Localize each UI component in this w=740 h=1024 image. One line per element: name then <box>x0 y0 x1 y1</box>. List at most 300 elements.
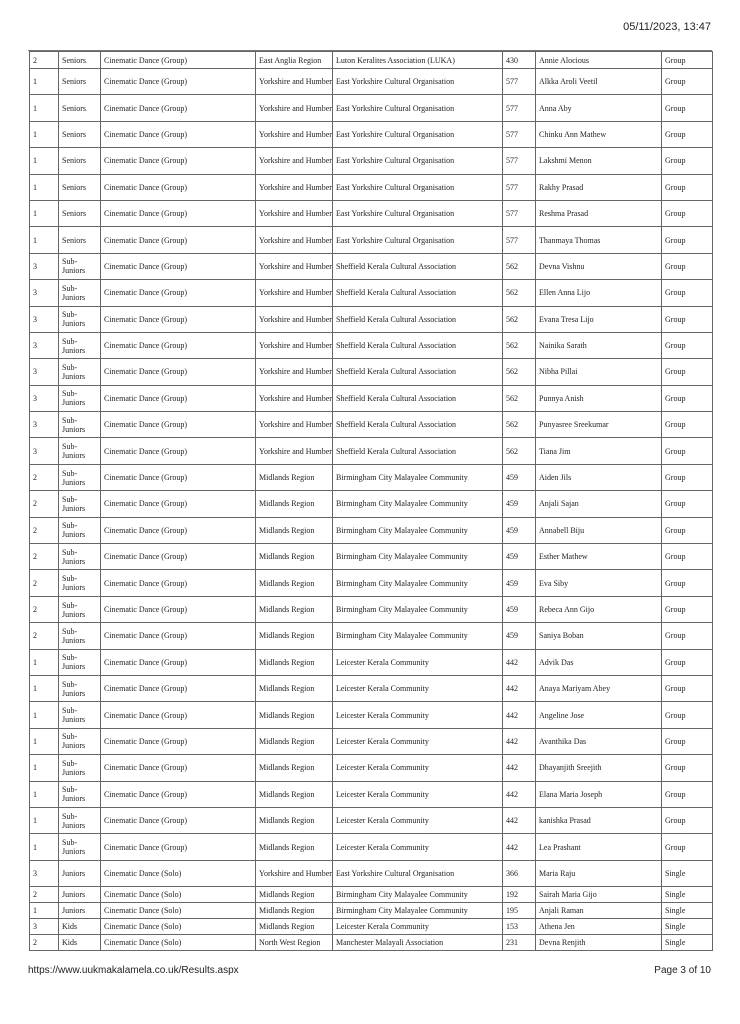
position-cell: 3 <box>30 306 59 332</box>
region-cell: Yorkshire and Humber <box>256 860 333 886</box>
table-row <box>30 860 713 886</box>
association-cell: Leicester Kerala Community <box>333 781 503 807</box>
age-group-cell: Sub-Juniors <box>59 280 101 306</box>
position-cell: 1 <box>30 728 59 754</box>
age-group-cell: Sub-Juniors <box>59 649 101 675</box>
region-cell: East Anglia Region <box>256 52 333 69</box>
age-group-cell: Seniors <box>59 69 101 95</box>
print-datetime: 05/11/2023, 13:47 <box>623 21 711 33</box>
association-cell: Sheffield Kerala Cultural Association <box>333 306 503 332</box>
chest-number-cell: 577 <box>503 227 536 253</box>
item-cell: Cinematic Dance (Group) <box>101 491 256 517</box>
participant-name-cell: Devna Vishnu <box>536 253 662 279</box>
association-cell: East Yorkshire Cultural Organisation <box>333 174 503 200</box>
region-cell: Midlands Region <box>256 649 333 675</box>
region-cell: Yorkshire and Humber <box>256 306 333 332</box>
participant-name-cell: Punnya Anish <box>536 385 662 411</box>
chest-number-cell: 562 <box>503 385 536 411</box>
age-group-cell: Seniors <box>59 174 101 200</box>
entry-type-cell: Group <box>662 69 713 95</box>
table-row <box>30 887 713 903</box>
participant-name-cell: Annie Alocious <box>536 52 662 69</box>
region-cell: Midlands Region <box>256 464 333 490</box>
participant-name-cell: Elana Maria Joseph <box>536 781 662 807</box>
association-cell: Leicester Kerala Community <box>333 649 503 675</box>
entry-type-cell: Group <box>662 755 713 781</box>
position-cell: 2 <box>30 491 59 517</box>
item-cell: Cinematic Dance (Solo) <box>101 935 256 951</box>
position-cell: 1 <box>30 675 59 701</box>
item-cell: Cinematic Dance (Group) <box>101 517 256 543</box>
chest-number-cell: 577 <box>503 148 536 174</box>
table-row <box>30 781 713 807</box>
chest-number-cell: 442 <box>503 834 536 860</box>
table-row <box>30 517 713 543</box>
entry-type-cell: Single <box>662 935 713 951</box>
participant-name-cell: Anna Aby <box>536 95 662 121</box>
chest-number-cell: 195 <box>503 903 536 919</box>
entry-type-cell: Group <box>662 649 713 675</box>
region-cell: Yorkshire and Humber <box>256 227 333 253</box>
item-cell: Cinematic Dance (Group) <box>101 781 256 807</box>
table-row <box>30 903 713 919</box>
table-row <box>30 623 713 649</box>
region-cell: Yorkshire and Humber <box>256 280 333 306</box>
region-cell: Yorkshire and Humber <box>256 174 333 200</box>
region-cell: North West Region <box>256 935 333 951</box>
participant-name-cell: Lakshmi Menon <box>536 148 662 174</box>
participant-name-cell: Saniya Boban <box>536 623 662 649</box>
participant-name-cell: Angeline Jose <box>536 702 662 728</box>
participant-name-cell: Aiden Jils <box>536 464 662 490</box>
association-cell: East Yorkshire Cultural Organisation <box>333 148 503 174</box>
age-group-cell: Sub-Juniors <box>59 544 101 570</box>
participant-name-cell: Devna Renjith <box>536 935 662 951</box>
chest-number-cell: 231 <box>503 935 536 951</box>
table-row <box>30 491 713 517</box>
association-cell: Birmingham City Malayalee Community <box>333 887 503 903</box>
item-cell: Cinematic Dance (Group) <box>101 702 256 728</box>
chest-number-cell: 430 <box>503 52 536 69</box>
association-cell: Sheffield Kerala Cultural Association <box>333 332 503 358</box>
participant-name-cell: Lea Prashant <box>536 834 662 860</box>
table-row <box>30 649 713 675</box>
age-group-cell: Kids <box>59 935 101 951</box>
table-row <box>30 464 713 490</box>
table-row <box>30 280 713 306</box>
position-cell: 1 <box>30 903 59 919</box>
participant-name-cell: Nibha Pillai <box>536 359 662 385</box>
item-cell: Cinematic Dance (Group) <box>101 253 256 279</box>
chest-number-cell: 562 <box>503 253 536 279</box>
table-row <box>30 570 713 596</box>
item-cell: Cinematic Dance (Group) <box>101 280 256 306</box>
region-cell: Midlands Region <box>256 903 333 919</box>
participant-name-cell: Tiana Jim <box>536 438 662 464</box>
chest-number-cell: 577 <box>503 69 536 95</box>
entry-type-cell: Group <box>662 280 713 306</box>
age-group-cell: Juniors <box>59 860 101 886</box>
region-cell: Midlands Region <box>256 596 333 622</box>
footer-url: https://www.uukmakalamela.co.uk/Results.aspx <box>28 965 239 976</box>
association-cell: Sheffield Kerala Cultural Association <box>333 280 503 306</box>
item-cell: Cinematic Dance (Group) <box>101 69 256 95</box>
entry-type-cell: Group <box>662 95 713 121</box>
association-cell: Sheffield Kerala Cultural Association <box>333 253 503 279</box>
item-cell: Cinematic Dance (Group) <box>101 95 256 121</box>
entry-type-cell: Group <box>662 517 713 543</box>
item-cell: Cinematic Dance (Group) <box>101 649 256 675</box>
chest-number-cell: 562 <box>503 280 536 306</box>
region-cell: Yorkshire and Humber <box>256 332 333 358</box>
entry-type-cell: Group <box>662 148 713 174</box>
age-group-cell: Seniors <box>59 95 101 121</box>
region-cell: Yorkshire and Humber <box>256 200 333 226</box>
entry-type-cell: Group <box>662 464 713 490</box>
association-cell: Birmingham City Malayalee Community <box>333 544 503 570</box>
age-group-cell: Sub-Juniors <box>59 834 101 860</box>
participant-name-cell: Annabell Biju <box>536 517 662 543</box>
association-cell: Leicester Kerala Community <box>333 755 503 781</box>
participant-name-cell: Anjali Raman <box>536 903 662 919</box>
association-cell: Birmingham City Malayalee Community <box>333 623 503 649</box>
association-cell: East Yorkshire Cultural Organisation <box>333 95 503 121</box>
region-cell: Midlands Region <box>256 834 333 860</box>
region-cell: Yorkshire and Humber <box>256 438 333 464</box>
region-cell: Midlands Region <box>256 544 333 570</box>
item-cell: Cinematic Dance (Group) <box>101 306 256 332</box>
age-group-cell: Seniors <box>59 148 101 174</box>
region-cell: Yorkshire and Humber <box>256 69 333 95</box>
region-cell: Midlands Region <box>256 675 333 701</box>
region-cell: Yorkshire and Humber <box>256 121 333 147</box>
position-cell: 1 <box>30 227 59 253</box>
association-cell: Manchester Malayali Association <box>333 935 503 951</box>
entry-type-cell: Group <box>662 121 713 147</box>
participant-name-cell: Nainika Sarath <box>536 332 662 358</box>
participant-name-cell: Eva Siby <box>536 570 662 596</box>
age-group-cell: Sub-Juniors <box>59 702 101 728</box>
age-group-cell: Sub-Juniors <box>59 781 101 807</box>
table-row <box>30 332 713 358</box>
participant-name-cell: Punyasree Sreekumar <box>536 412 662 438</box>
position-cell: 3 <box>30 359 59 385</box>
age-group-cell: Sub-Juniors <box>59 359 101 385</box>
item-cell: Cinematic Dance (Group) <box>101 148 256 174</box>
position-cell: 1 <box>30 174 59 200</box>
position-cell: 3 <box>30 919 59 935</box>
entry-type-cell: Single <box>662 903 713 919</box>
table-row <box>30 544 713 570</box>
table-row <box>30 675 713 701</box>
region-cell: Midlands Region <box>256 702 333 728</box>
region-cell: Yorkshire and Humber <box>256 148 333 174</box>
table-row <box>30 121 713 147</box>
item-cell: Cinematic Dance (Group) <box>101 728 256 754</box>
position-cell: 2 <box>30 517 59 543</box>
position-cell: 1 <box>30 834 59 860</box>
item-cell: Cinematic Dance (Group) <box>101 332 256 358</box>
table-row <box>30 807 713 833</box>
age-group-cell: Sub-Juniors <box>59 728 101 754</box>
participant-name-cell: Alkka Aroli Veetil <box>536 69 662 95</box>
region-cell: Yorkshire and Humber <box>256 359 333 385</box>
age-group-cell: Seniors <box>59 121 101 147</box>
table-row <box>30 385 713 411</box>
region-cell: Yorkshire and Humber <box>256 253 333 279</box>
entry-type-cell: Group <box>662 702 713 728</box>
item-cell: Cinematic Dance (Group) <box>101 464 256 490</box>
age-group-cell: Sub-Juniors <box>59 517 101 543</box>
participant-name-cell: Ellen Anna Lijo <box>536 280 662 306</box>
chest-number-cell: 459 <box>503 596 536 622</box>
region-cell: Midlands Region <box>256 755 333 781</box>
item-cell: Cinematic Dance (Group) <box>101 52 256 69</box>
participant-name-cell: Rebeca Ann Gijo <box>536 596 662 622</box>
position-cell: 1 <box>30 121 59 147</box>
chest-number-cell: 577 <box>503 200 536 226</box>
chest-number-cell: 442 <box>503 702 536 728</box>
table-row <box>30 200 713 226</box>
table-row <box>30 148 713 174</box>
region-cell: Midlands Region <box>256 570 333 596</box>
chest-number-cell: 442 <box>503 728 536 754</box>
entry-type-cell: Group <box>662 544 713 570</box>
item-cell: Cinematic Dance (Solo) <box>101 860 256 886</box>
chest-number-cell: 459 <box>503 570 536 596</box>
age-group-cell: Seniors <box>59 200 101 226</box>
position-cell: 2 <box>30 623 59 649</box>
participant-name-cell: Thanmaya Thomas <box>536 227 662 253</box>
association-cell: Leicester Kerala Community <box>333 919 503 935</box>
age-group-cell: Kids <box>59 919 101 935</box>
entry-type-cell: Group <box>662 623 713 649</box>
region-cell: Midlands Region <box>256 919 333 935</box>
association-cell: East Yorkshire Cultural Organisation <box>333 860 503 886</box>
position-cell: 3 <box>30 253 59 279</box>
chest-number-cell: 562 <box>503 306 536 332</box>
entry-type-cell: Group <box>662 359 713 385</box>
region-cell: Midlands Region <box>256 517 333 543</box>
association-cell: East Yorkshire Cultural Organisation <box>333 227 503 253</box>
region-cell: Midlands Region <box>256 491 333 517</box>
chest-number-cell: 562 <box>503 412 536 438</box>
region-cell: Midlands Region <box>256 781 333 807</box>
region-cell: Midlands Region <box>256 807 333 833</box>
table-row <box>30 306 713 332</box>
item-cell: Cinematic Dance (Group) <box>101 570 256 596</box>
entry-type-cell: Group <box>662 253 713 279</box>
age-group-cell: Sub-Juniors <box>59 253 101 279</box>
table-row <box>30 596 713 622</box>
item-cell: Cinematic Dance (Group) <box>101 227 256 253</box>
region-cell: Yorkshire and Humber <box>256 385 333 411</box>
item-cell: Cinematic Dance (Group) <box>101 438 256 464</box>
position-cell: 3 <box>30 412 59 438</box>
item-cell: Cinematic Dance (Group) <box>101 385 256 411</box>
table-row <box>30 702 713 728</box>
association-cell: Birmingham City Malayalee Community <box>333 903 503 919</box>
age-group-cell: Juniors <box>59 887 101 903</box>
chest-number-cell: 459 <box>503 491 536 517</box>
entry-type-cell: Single <box>662 887 713 903</box>
participant-name-cell: Esther Mathew <box>536 544 662 570</box>
chest-number-cell: 577 <box>503 121 536 147</box>
chest-number-cell: 442 <box>503 781 536 807</box>
entry-type-cell: Group <box>662 491 713 517</box>
position-cell: 1 <box>30 649 59 675</box>
entry-type-cell: Group <box>662 306 713 332</box>
position-cell: 1 <box>30 702 59 728</box>
region-cell: Midlands Region <box>256 623 333 649</box>
results-table-body <box>30 52 713 951</box>
participant-name-cell: Advik Das <box>536 649 662 675</box>
chest-number-cell: 562 <box>503 438 536 464</box>
chest-number-cell: 442 <box>503 755 536 781</box>
position-cell: 3 <box>30 332 59 358</box>
position-cell: 3 <box>30 860 59 886</box>
age-group-cell: Sub-Juniors <box>59 385 101 411</box>
participant-name-cell: Evana Tresa Lijo <box>536 306 662 332</box>
region-cell: Yorkshire and Humber <box>256 412 333 438</box>
entry-type-cell: Group <box>662 570 713 596</box>
association-cell: Sheffield Kerala Cultural Association <box>333 359 503 385</box>
age-group-cell: Sub-Juniors <box>59 464 101 490</box>
association-cell: Leicester Kerala Community <box>333 675 503 701</box>
age-group-cell: Sub-Juniors <box>59 306 101 332</box>
entry-type-cell: Group <box>662 781 713 807</box>
item-cell: Cinematic Dance (Solo) <box>101 919 256 935</box>
chest-number-cell: 459 <box>503 623 536 649</box>
position-cell: 2 <box>30 596 59 622</box>
entry-type-cell: Single <box>662 919 713 935</box>
position-cell: 1 <box>30 781 59 807</box>
participant-name-cell: Dhayanjith Sreejith <box>536 755 662 781</box>
item-cell: Cinematic Dance (Group) <box>101 807 256 833</box>
table-row <box>30 728 713 754</box>
item-cell: Cinematic Dance (Solo) <box>101 887 256 903</box>
entry-type-cell: Group <box>662 227 713 253</box>
chest-number-cell: 192 <box>503 887 536 903</box>
participant-name-cell: Reshma Prasad <box>536 200 662 226</box>
association-cell: Leicester Kerala Community <box>333 702 503 728</box>
association-cell: Birmingham City Malayalee Community <box>333 464 503 490</box>
item-cell: Cinematic Dance (Group) <box>101 200 256 226</box>
chest-number-cell: 459 <box>503 464 536 490</box>
region-cell: Midlands Region <box>256 728 333 754</box>
position-cell: 3 <box>30 385 59 411</box>
association-cell: Sheffield Kerala Cultural Association <box>333 412 503 438</box>
association-cell: East Yorkshire Cultural Organisation <box>333 121 503 147</box>
chest-number-cell: 459 <box>503 517 536 543</box>
position-cell: 1 <box>30 755 59 781</box>
entry-type-cell: Group <box>662 807 713 833</box>
participant-name-cell: Avanthika Das <box>536 728 662 754</box>
association-cell: Sheffield Kerala Cultural Association <box>333 438 503 464</box>
association-cell: Birmingham City Malayalee Community <box>333 570 503 596</box>
entry-type-cell: Group <box>662 596 713 622</box>
chest-number-cell: 562 <box>503 359 536 385</box>
age-group-cell: Sub-Juniors <box>59 570 101 596</box>
item-cell: Cinematic Dance (Group) <box>101 623 256 649</box>
table-row <box>30 174 713 200</box>
position-cell: 1 <box>30 807 59 833</box>
entry-type-cell: Group <box>662 412 713 438</box>
table-row <box>30 412 713 438</box>
footer-page-number: Page 3 of 10 <box>654 965 711 976</box>
association-cell: Luton Keralites Association (LUKA) <box>333 52 503 69</box>
participant-name-cell: Sairah Maria Gijo <box>536 887 662 903</box>
position-cell: 2 <box>30 935 59 951</box>
table-row <box>30 834 713 860</box>
item-cell: Cinematic Dance (Group) <box>101 596 256 622</box>
association-cell: Birmingham City Malayalee Community <box>333 517 503 543</box>
association-cell: Leicester Kerala Community <box>333 728 503 754</box>
chest-number-cell: 442 <box>503 807 536 833</box>
association-cell: Leicester Kerala Community <box>333 807 503 833</box>
table-row <box>30 95 713 121</box>
entry-type-cell: Single <box>662 860 713 886</box>
table-row <box>30 52 713 69</box>
participant-name-cell: Chinku Ann Mathew <box>536 121 662 147</box>
chest-number-cell: 366 <box>503 860 536 886</box>
item-cell: Cinematic Dance (Group) <box>101 121 256 147</box>
association-cell: East Yorkshire Cultural Organisation <box>333 200 503 226</box>
item-cell: Cinematic Dance (Group) <box>101 834 256 860</box>
item-cell: Cinematic Dance (Group) <box>101 359 256 385</box>
chest-number-cell: 577 <box>503 95 536 121</box>
region-cell: Yorkshire and Humber <box>256 95 333 121</box>
item-cell: Cinematic Dance (Group) <box>101 174 256 200</box>
entry-type-cell: Group <box>662 385 713 411</box>
position-cell: 1 <box>30 148 59 174</box>
position-cell: 1 <box>30 69 59 95</box>
age-group-cell: Sub-Juniors <box>59 596 101 622</box>
table-row <box>30 438 713 464</box>
age-group-cell: Seniors <box>59 227 101 253</box>
entry-type-cell: Group <box>662 675 713 701</box>
table-row <box>30 755 713 781</box>
age-group-cell: Sub-Juniors <box>59 807 101 833</box>
chest-number-cell: 442 <box>503 675 536 701</box>
position-cell: 1 <box>30 95 59 121</box>
age-group-cell: Sub-Juniors <box>59 332 101 358</box>
entry-type-cell: Group <box>662 438 713 464</box>
entry-type-cell: Group <box>662 728 713 754</box>
age-group-cell: Sub-Juniors <box>59 412 101 438</box>
age-group-cell: Sub-Juniors <box>59 755 101 781</box>
results-table <box>29 51 713 951</box>
chest-number-cell: 153 <box>503 919 536 935</box>
age-group-cell: Sub-Juniors <box>59 675 101 701</box>
age-group-cell: Sub-Juniors <box>59 491 101 517</box>
item-cell: Cinematic Dance (Group) <box>101 544 256 570</box>
position-cell: 2 <box>30 887 59 903</box>
association-cell: Sheffield Kerala Cultural Association <box>333 385 503 411</box>
item-cell: Cinematic Dance (Solo) <box>101 903 256 919</box>
position-cell: 2 <box>30 544 59 570</box>
age-group-cell: Sub-Juniors <box>59 438 101 464</box>
table-row <box>30 935 713 951</box>
table-row <box>30 359 713 385</box>
region-cell: Midlands Region <box>256 887 333 903</box>
position-cell: 2 <box>30 464 59 490</box>
table-row <box>30 227 713 253</box>
participant-name-cell: Anaya Mariyam Abey <box>536 675 662 701</box>
item-cell: Cinematic Dance (Group) <box>101 412 256 438</box>
chest-number-cell: 459 <box>503 544 536 570</box>
participant-name-cell: Maria Raju <box>536 860 662 886</box>
